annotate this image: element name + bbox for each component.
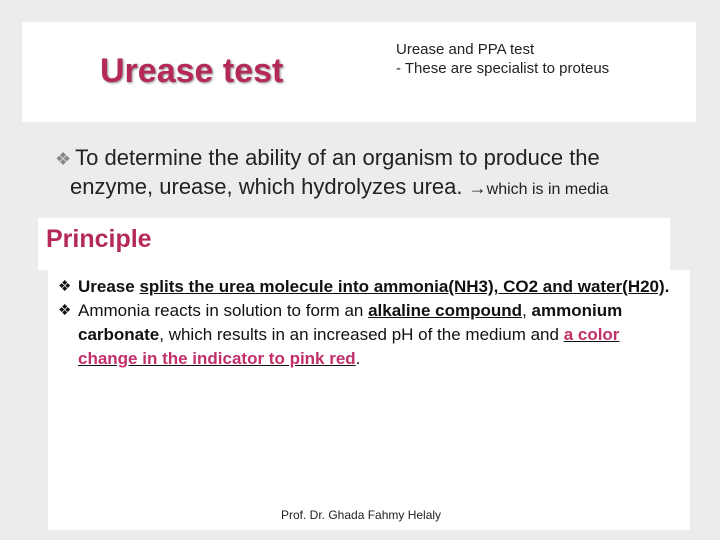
bullet-1-end: . xyxy=(664,277,670,296)
side-note xyxy=(396,40,609,78)
bullet-2-ammonium: ammonium carbonate xyxy=(78,301,623,344)
objective-tail: which is in media xyxy=(486,181,609,198)
principle-bullets xyxy=(58,275,670,371)
side-note-line-1: Urease and PPA test xyxy=(396,41,535,58)
objective-line-1: To determine the ability of an organism to produce the xyxy=(75,145,600,170)
principle-bullet-2 xyxy=(58,299,670,371)
bullet-1-lead: Urease xyxy=(78,277,140,296)
bullet-2-text-2: , xyxy=(522,301,532,320)
principle-heading: Principle xyxy=(46,225,152,253)
footer-author: Prof. Dr. Ghada Fahmy Helaly xyxy=(281,508,442,522)
arrow-right-icon: → xyxy=(468,178,487,198)
bullet-2-end: . xyxy=(355,349,361,368)
principle-bullet-1 xyxy=(58,275,670,299)
diamond-bullet-icon: ❖ xyxy=(58,278,72,295)
bullet-1-underlined: splits the urea molecule into ammonia(NH3), CO2 and water(H20) xyxy=(139,277,665,296)
side-note-line-2: - These are specialist to proteus xyxy=(396,60,610,77)
objective-line-2: enzyme, urease, which hydrolyzes urea. xyxy=(70,174,469,199)
bullet-2-alkaline: alkaline compound xyxy=(368,301,523,320)
bullet-2-text-3: , which results in an increased pH of the medium and xyxy=(159,325,564,344)
objective-text xyxy=(55,144,705,203)
bullet-2-text-1: Ammonia reacts in solution to form an xyxy=(78,301,369,320)
bullet-2-color-change: a color change in the indicator to pink red xyxy=(78,325,620,368)
diamond-bullet-icon: ❖ xyxy=(55,149,72,169)
slide-title: Urease test xyxy=(100,52,284,90)
diamond-bullet-icon: ❖ xyxy=(58,302,72,319)
